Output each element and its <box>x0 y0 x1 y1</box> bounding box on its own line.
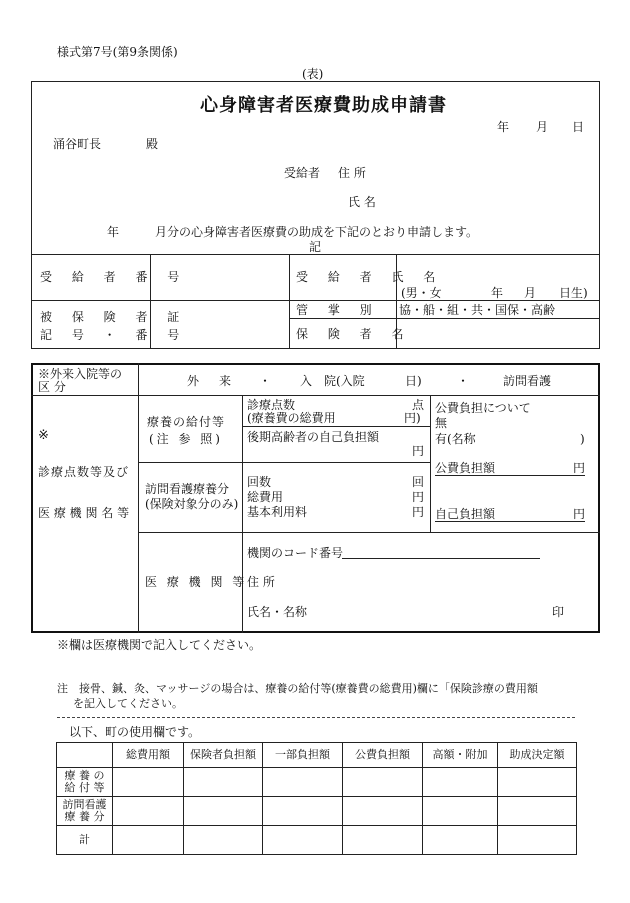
insured-label-1: 被 保 険 者 証 <box>40 310 188 324</box>
addressee-honorific: 殿 <box>146 137 159 151</box>
yen-unit: 円 <box>412 490 425 504</box>
table-cell[interactable] <box>184 826 263 855</box>
code-input-line[interactable] <box>342 558 540 559</box>
public-amount-field[interactable] <box>435 461 585 476</box>
insured-label-2: 記 号 ・ 番 号 <box>40 328 188 342</box>
table-row <box>57 826 577 855</box>
row-label <box>57 768 113 797</box>
table-cell[interactable] <box>184 768 263 797</box>
row-label-line: 計 <box>79 833 90 846</box>
code-label: 機関のコード番号 <box>247 546 344 560</box>
table-cell[interactable] <box>343 768 423 797</box>
birth-day: 日生) <box>559 286 588 300</box>
addressee-name: 涌谷町長 <box>53 137 102 151</box>
insurer-label: 保 険 者 名 <box>296 327 412 341</box>
table-cell[interactable] <box>423 768 498 797</box>
side-label: (表) <box>302 67 324 81</box>
count-label: 回数 <box>247 475 272 489</box>
visit-label-1: 訪問看護療養分 <box>145 482 230 496</box>
table-header-row <box>57 743 577 768</box>
date-month: 月 <box>536 120 549 134</box>
points-unit: 点 <box>412 398 425 412</box>
yen-unit: 円 <box>412 505 425 519</box>
public-exists: 有(名称 <box>435 432 476 446</box>
date-year: 年 <box>497 120 510 134</box>
yen-unit: 円) <box>404 411 421 425</box>
table-row <box>57 768 577 797</box>
table-cell[interactable] <box>184 797 263 826</box>
category-label-1: ※外来入院等の <box>38 367 123 381</box>
table-cell[interactable] <box>423 797 498 826</box>
table-row <box>57 797 577 826</box>
request-text: 月分の心身障害者医療費の助成を下記のとおり申請します。 <box>155 225 479 239</box>
recipient-number-label: 受 給 者 番 号 <box>40 270 188 284</box>
option-separator: ・ <box>259 374 272 388</box>
treatment-label-2: (注 参 照) <box>149 432 223 446</box>
public-exists-close: ) <box>580 432 585 446</box>
public-burden-label: 公費負担について <box>435 401 531 415</box>
public-none: 無 <box>435 416 448 430</box>
seal-mark: 印 <box>552 605 565 619</box>
table-cell[interactable] <box>498 797 577 826</box>
total-cost-label: (療養費の総費用 <box>247 411 336 425</box>
table-cell[interactable] <box>113 826 184 855</box>
form-number: 様式第7号(第9条関係) <box>57 45 178 59</box>
table-cell[interactable] <box>113 797 184 826</box>
row-label <box>57 797 113 826</box>
base-fee-label: 基本利用料 <box>247 505 308 519</box>
institution-label: 医 療 機 関 等 <box>145 575 248 589</box>
total-label: 総費用 <box>247 490 284 504</box>
table-header-cell: 高額・附加 <box>423 743 498 768</box>
visit-label-2: (保険対象分のみ) <box>145 497 239 511</box>
inpatient-days: 日) <box>405 374 422 388</box>
table-cell[interactable] <box>498 768 577 797</box>
option-separator: ・ <box>457 374 470 388</box>
self-amount-field[interactable] <box>435 507 585 522</box>
town-use-label: 以下、町の使用欄です。 <box>69 725 201 739</box>
side-label-1: 診療点数等及び <box>38 465 130 479</box>
yen-unit: 円 <box>572 461 585 475</box>
table-header-cell: 一部負担額 <box>263 743 343 768</box>
table-header-cell <box>57 743 113 768</box>
inpatient-option: 入 院(入院 <box>300 374 365 388</box>
table-header-cell: 保険者負担額 <box>184 743 263 768</box>
note-2: を記入してください。 <box>73 697 183 710</box>
points-label: 診療点数 <box>247 398 296 412</box>
table-cell[interactable] <box>113 768 184 797</box>
asterisk-mark: ※ <box>38 428 49 443</box>
jurisdiction-options: 協・船・組・共・国保・高齢 <box>399 303 556 317</box>
home-nursing-option: 訪問看護 <box>503 374 552 388</box>
table-header-cell: 公費負担額 <box>343 743 423 768</box>
applicant-address-label: 住 所 <box>338 166 366 180</box>
public-amount-label: 公費負担額 <box>435 461 496 475</box>
birth-gender: (男・女 <box>401 286 442 300</box>
institution-address-label: 住 所 <box>247 575 275 589</box>
side-label-2: 医 療 機 関 名 等 <box>38 506 130 520</box>
institution-name-label: 氏名・名称 <box>247 605 308 619</box>
yen-unit: 円 <box>572 507 585 521</box>
table-header-cell: 助成決定額 <box>498 743 577 768</box>
table-cell[interactable] <box>263 768 343 797</box>
request-year: 年 <box>107 225 120 239</box>
category-label-2: 区 分 <box>38 380 66 394</box>
recipient-name-label: 受 給 者 氏 名 <box>296 270 444 284</box>
row-label-line: 療 養 の <box>64 769 105 782</box>
row-label-line: 訪問看護 <box>62 798 107 811</box>
page-title: 心身障害者医療費助成申請書 <box>200 95 447 116</box>
table-cell[interactable] <box>263 826 343 855</box>
table-cell[interactable] <box>423 826 498 855</box>
birth-year: 年 <box>491 286 504 300</box>
count-unit: 回 <box>412 475 425 489</box>
row-label-line: 療 養 分 <box>64 810 105 823</box>
divider <box>57 717 575 718</box>
elderly-burden-label: 後期高齢者の自己負担額 <box>247 430 380 444</box>
row-label-line: 給 付 等 <box>64 781 105 794</box>
table-header-cell: 総費用額 <box>113 743 184 768</box>
self-amount-label: 自己負担額 <box>435 507 496 521</box>
table-cell[interactable] <box>343 797 423 826</box>
outpatient-option: 外 来 <box>187 374 236 388</box>
table-cell[interactable] <box>343 826 423 855</box>
table-cell[interactable] <box>498 826 577 855</box>
applicant-label: 受給者 <box>284 166 321 180</box>
table-cell[interactable] <box>263 797 343 826</box>
birth-month: 月 <box>524 286 537 300</box>
jurisdiction-label: 管 掌 別 <box>296 303 380 317</box>
note-asterisk: ※欄は医療機関で記入してください。 <box>57 638 262 652</box>
town-use-table <box>56 742 577 855</box>
note-1: 注 接骨、鍼、灸、マッサージの場合は、療養の給付等(療養費の総費用)欄に「保険診療の費用額 <box>57 682 538 695</box>
applicant-name-label: 氏 名 <box>348 195 376 209</box>
yen-unit: 円 <box>412 444 425 458</box>
date-day: 日 <box>572 120 585 134</box>
treatment-label-1: 療養の給付等 <box>147 415 226 429</box>
ki-label: 記 <box>309 240 322 254</box>
row-label <box>57 826 113 855</box>
